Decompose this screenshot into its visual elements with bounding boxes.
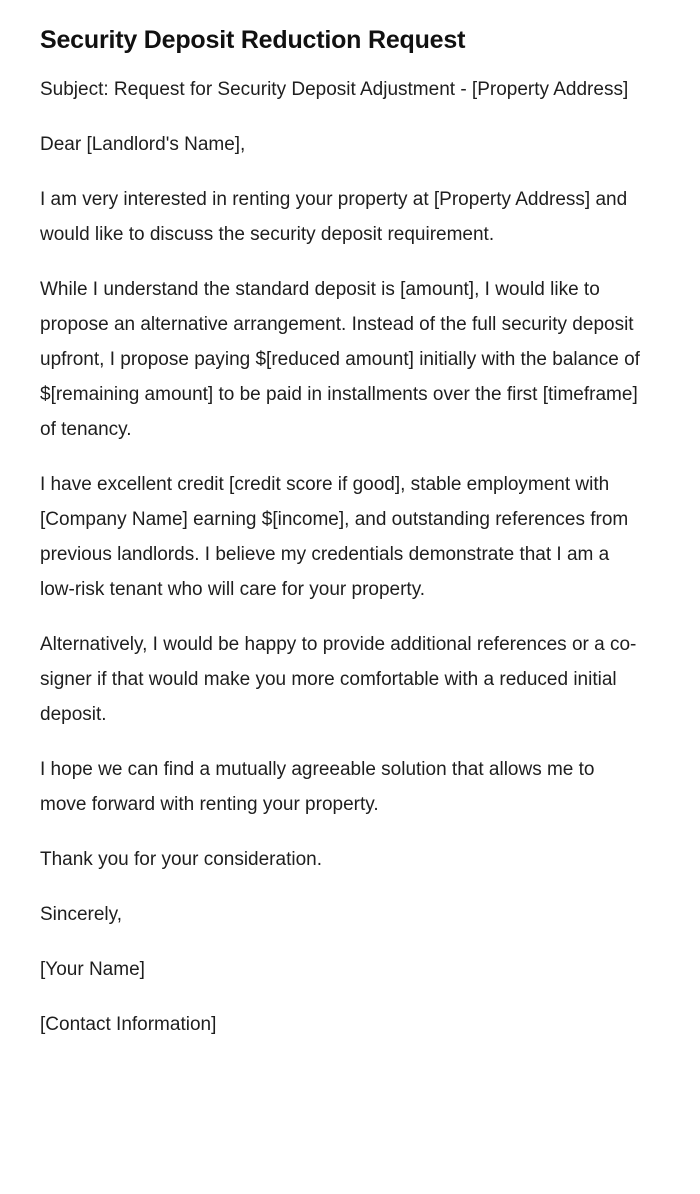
subject-line: Subject: Request for Security Deposit Adjustment - [Property Address] bbox=[40, 79, 629, 100]
body-paragraph-hope: I hope we can find a mutually agreeable solution that allows me to move forward with renting your property. bbox=[40, 759, 595, 815]
page-title: Security Deposit Reduction Request bbox=[40, 26, 466, 54]
body-paragraph-alternative: Alternatively, I would be happy to provide additional references or a co-signer if that would make you more comfortable with a reduced initial deposit. bbox=[40, 634, 637, 725]
body-paragraph-credentials: I have excellent credit [credit score if good], stable employment with [Company Name] earning $[income], and outstanding references from previous landlords. I believe my credentials demonstrate that I am a low-risk tenant who will care for your property. bbox=[40, 474, 629, 600]
body-paragraph-interest: I am very interested in renting your property at [Property Address] and would like to discuss the security deposit requirement. bbox=[40, 189, 628, 245]
signature-name: [Your Name] bbox=[40, 959, 145, 980]
salutation: Dear [Landlord's Name], bbox=[40, 134, 246, 155]
body-paragraph-thanks: Thank you for your consideration. bbox=[40, 849, 322, 870]
closing: Sincerely, bbox=[40, 904, 123, 925]
contact-information: [Contact Information] bbox=[40, 1014, 217, 1035]
body-paragraph-proposal: While I understand the standard deposit is [amount], I would like to propose an alternative arrangement. Instead of the full security deposit upfront, I propose paying $[reduced amount] initially with the balance of $[remaining amount] to be paid in installments over the first [timeframe] of tenancy. bbox=[40, 279, 640, 440]
